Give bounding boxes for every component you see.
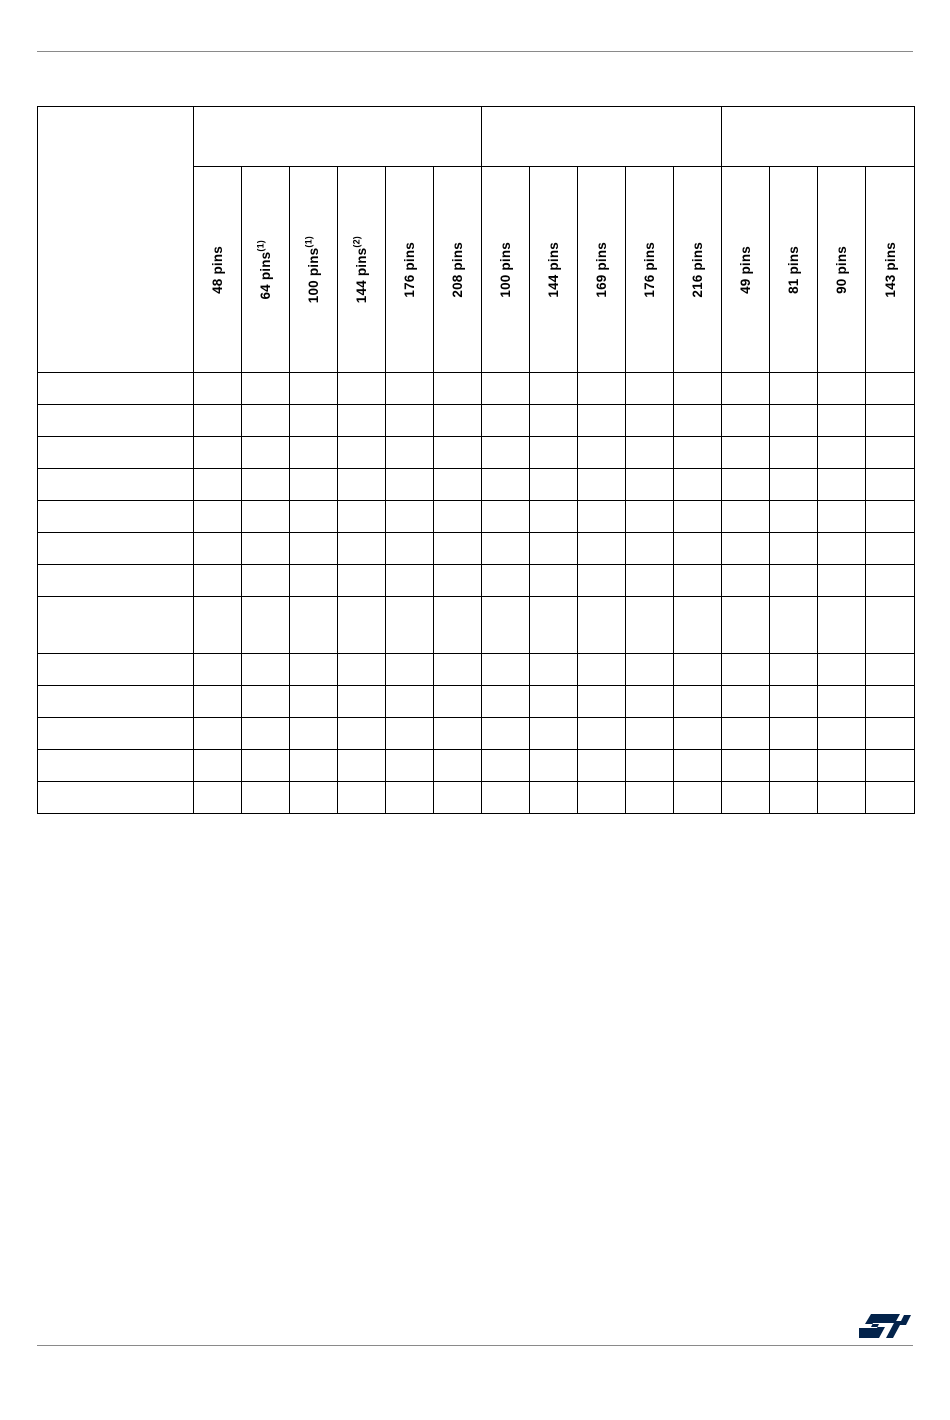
table-cell <box>722 718 770 750</box>
row-label-cell <box>38 533 194 565</box>
table-cell <box>338 750 386 782</box>
pin-count-header <box>242 167 290 373</box>
table-cell <box>482 686 530 718</box>
table-row <box>38 597 915 654</box>
pin-count-header <box>386 167 434 373</box>
table-row <box>38 565 915 597</box>
table-cell <box>290 782 338 814</box>
table-cell <box>242 750 290 782</box>
table-cell <box>866 501 915 533</box>
table-cell <box>674 405 722 437</box>
table-cell <box>338 405 386 437</box>
table-cell <box>290 437 338 469</box>
table-cell <box>722 405 770 437</box>
pin-count-header <box>722 167 770 373</box>
table-cell <box>626 718 674 750</box>
table-cell <box>434 597 482 654</box>
table-cell <box>242 501 290 533</box>
table-cell <box>722 533 770 565</box>
pin-count-label: 100 pins <box>306 247 321 304</box>
table-cell <box>866 654 915 686</box>
table-cell <box>434 373 482 405</box>
table-cell <box>290 750 338 782</box>
header-rule <box>37 51 913 52</box>
table-cell <box>290 533 338 565</box>
pin-count-label: 144 pins <box>354 247 369 304</box>
table-cell <box>290 597 338 654</box>
row-label-cell <box>38 597 194 654</box>
table-cell <box>770 782 818 814</box>
table-cell <box>194 782 242 814</box>
table-cell <box>578 654 626 686</box>
table-cell <box>482 501 530 533</box>
table-cell <box>578 533 626 565</box>
table-cell <box>770 501 818 533</box>
table-cell <box>578 718 626 750</box>
table-cell <box>530 469 578 501</box>
table-cell <box>482 750 530 782</box>
table-cell <box>338 654 386 686</box>
table-row <box>38 373 915 405</box>
pin-count-label: 100 pins <box>498 241 514 298</box>
table-cell <box>290 469 338 501</box>
table-cell <box>866 597 915 654</box>
footnote-ref: (1) <box>303 235 314 248</box>
table-cell <box>338 782 386 814</box>
pin-count-label: 81 pins <box>786 245 802 294</box>
table-cell <box>626 437 674 469</box>
table-cell <box>770 533 818 565</box>
pin-count-header <box>290 167 338 373</box>
table-cell <box>818 654 866 686</box>
table-cell <box>434 533 482 565</box>
table-cell <box>722 654 770 686</box>
pin-count-header <box>866 167 915 373</box>
table-cell <box>338 533 386 565</box>
pin-count-label: 176 pins <box>402 241 417 298</box>
table-cell <box>578 782 626 814</box>
table-cell <box>434 686 482 718</box>
table-cell <box>818 469 866 501</box>
table-cell <box>290 501 338 533</box>
table-cell <box>578 501 626 533</box>
package-group-header-1 <box>194 107 482 167</box>
table-cell <box>530 501 578 533</box>
table-cell <box>770 718 818 750</box>
table-cell <box>674 469 722 501</box>
table-cell <box>578 750 626 782</box>
table-cell <box>818 686 866 718</box>
row-label-cell <box>38 782 194 814</box>
table-cell <box>818 565 866 597</box>
table-cell <box>194 686 242 718</box>
table-cell <box>290 686 338 718</box>
pin-count-label: 144 pins <box>546 241 562 298</box>
pin-count-header <box>578 167 626 373</box>
table-cell <box>818 718 866 750</box>
table-cell <box>626 501 674 533</box>
table-cell <box>674 597 722 654</box>
table-cell <box>818 533 866 565</box>
table-cell <box>482 533 530 565</box>
table-cell <box>242 533 290 565</box>
table-cell <box>530 373 578 405</box>
table-cell <box>242 469 290 501</box>
table-cell <box>578 469 626 501</box>
table-cell <box>338 437 386 469</box>
table-cell <box>434 654 482 686</box>
table-cell <box>818 750 866 782</box>
pin-count-header <box>626 167 674 373</box>
table-cell <box>770 686 818 718</box>
table-cell <box>674 501 722 533</box>
table-cell <box>722 373 770 405</box>
table-cell <box>530 437 578 469</box>
table-cell <box>818 437 866 469</box>
table-cell <box>866 686 915 718</box>
table-cell <box>386 718 434 750</box>
table-cell <box>194 750 242 782</box>
footer-rule <box>37 1345 913 1346</box>
table-row <box>38 501 915 533</box>
table-cell <box>866 437 915 469</box>
table-cell <box>482 597 530 654</box>
table-cell <box>866 533 915 565</box>
table-cell <box>194 597 242 654</box>
table-cell <box>434 437 482 469</box>
package-pin-table <box>37 106 915 814</box>
footnote-ref: (2) <box>351 235 362 248</box>
table-cell <box>866 782 915 814</box>
table-cell <box>386 533 434 565</box>
table-cell <box>482 718 530 750</box>
table-cell <box>194 565 242 597</box>
table-cell <box>674 373 722 405</box>
table-cell <box>722 437 770 469</box>
table-cell <box>434 718 482 750</box>
table-cell <box>290 718 338 750</box>
table-cell <box>338 373 386 405</box>
table-cell <box>290 405 338 437</box>
row-label-cell <box>38 373 194 405</box>
pin-count-label: 216 pins <box>690 241 706 298</box>
table-cell <box>722 750 770 782</box>
table-cell <box>434 565 482 597</box>
table-cell <box>818 597 866 654</box>
table-cell <box>866 373 915 405</box>
pin-count-header <box>530 167 578 373</box>
table-cell <box>482 469 530 501</box>
table-cell <box>434 501 482 533</box>
table-cell <box>482 373 530 405</box>
table-cell <box>578 437 626 469</box>
table-cell <box>386 501 434 533</box>
pin-count-label: 90 pins <box>834 245 850 294</box>
table-cell <box>530 750 578 782</box>
table-cell <box>578 565 626 597</box>
table-cell <box>338 469 386 501</box>
table-cell <box>866 469 915 501</box>
table-cell <box>722 782 770 814</box>
table-cell <box>338 686 386 718</box>
table-cell <box>530 782 578 814</box>
pin-count-label: 143 pins <box>882 241 898 298</box>
corner-header-cell <box>38 107 194 373</box>
table-cell <box>194 469 242 501</box>
table-cell <box>530 533 578 565</box>
pin-count-header <box>338 167 386 373</box>
table-cell <box>818 501 866 533</box>
table-row <box>38 686 915 718</box>
row-label-cell <box>38 654 194 686</box>
table-row <box>38 405 915 437</box>
table-cell <box>770 654 818 686</box>
table-cell <box>626 533 674 565</box>
table-cell <box>770 373 818 405</box>
table-cell <box>338 718 386 750</box>
table-cell <box>674 533 722 565</box>
table-cell <box>194 718 242 750</box>
table-cell <box>386 373 434 405</box>
pin-count-label: 169 pins <box>594 241 610 298</box>
table-cell <box>578 405 626 437</box>
table-cell <box>242 654 290 686</box>
table-cell <box>386 565 434 597</box>
pin-count-header <box>482 167 530 373</box>
table-cell <box>530 654 578 686</box>
table-cell <box>194 533 242 565</box>
row-label-cell <box>38 718 194 750</box>
table-cell <box>674 437 722 469</box>
table-cell <box>386 686 434 718</box>
table-cell <box>722 501 770 533</box>
table-cell <box>434 750 482 782</box>
table-cell <box>194 437 242 469</box>
table-cell <box>434 469 482 501</box>
table-cell <box>242 718 290 750</box>
table-row <box>38 718 915 750</box>
table-row <box>38 750 915 782</box>
table-cell <box>626 654 674 686</box>
pin-count-header <box>770 167 818 373</box>
table-cell <box>482 782 530 814</box>
table-cell <box>626 782 674 814</box>
table-cell <box>578 686 626 718</box>
table-cell <box>386 782 434 814</box>
table-cell <box>818 373 866 405</box>
table-cell <box>194 501 242 533</box>
table-cell <box>530 718 578 750</box>
table-cell <box>770 405 818 437</box>
pin-count-label: 48 pins <box>210 245 225 294</box>
table-cell <box>386 405 434 437</box>
pin-count-header <box>674 167 722 373</box>
table-row <box>38 654 915 686</box>
pin-count-header <box>194 167 242 373</box>
table-cell <box>386 750 434 782</box>
table-cell <box>290 654 338 686</box>
table-cell <box>674 782 722 814</box>
st-logo <box>855 1312 911 1340</box>
pin-count-header <box>434 167 482 373</box>
table-cell <box>626 373 674 405</box>
table-cell <box>770 597 818 654</box>
table-cell <box>674 686 722 718</box>
table-cell <box>194 654 242 686</box>
table-cell <box>242 597 290 654</box>
pin-count-label: 64 pins <box>258 251 273 300</box>
table-cell <box>866 565 915 597</box>
table-cell <box>530 686 578 718</box>
table-cell <box>626 750 674 782</box>
table-cell <box>626 597 674 654</box>
table-cell <box>674 718 722 750</box>
table-cell <box>386 437 434 469</box>
table-cell <box>482 405 530 437</box>
table-cell <box>530 405 578 437</box>
table-cell <box>434 405 482 437</box>
table-cell <box>290 373 338 405</box>
table-cell <box>482 437 530 469</box>
table-cell <box>338 597 386 654</box>
table-cell <box>242 686 290 718</box>
table-cell <box>242 565 290 597</box>
table-cell <box>626 686 674 718</box>
table-row <box>38 469 915 501</box>
table-cell <box>194 405 242 437</box>
table-cell <box>626 565 674 597</box>
row-label-cell <box>38 469 194 501</box>
row-label-cell <box>38 437 194 469</box>
table-cell <box>578 597 626 654</box>
table-cell <box>722 686 770 718</box>
row-label-cell <box>38 750 194 782</box>
table-cell <box>770 469 818 501</box>
table-cell <box>818 405 866 437</box>
row-label-cell <box>38 686 194 718</box>
package-group-header-3 <box>722 107 915 167</box>
table-cell <box>290 565 338 597</box>
table-cell <box>818 782 866 814</box>
table-row <box>38 437 915 469</box>
table-cell <box>338 501 386 533</box>
table-cell <box>866 718 915 750</box>
table-cell <box>722 469 770 501</box>
table-row <box>38 533 915 565</box>
package-group-header-2 <box>482 107 722 167</box>
table-body <box>38 373 915 814</box>
table-cell <box>434 782 482 814</box>
row-label-cell <box>38 565 194 597</box>
table-cell <box>386 597 434 654</box>
pin-count-header <box>818 167 866 373</box>
table-cell <box>770 565 818 597</box>
pin-count-label: 49 pins <box>738 245 754 294</box>
table-cell <box>866 750 915 782</box>
table-cell <box>674 565 722 597</box>
table-cell <box>722 597 770 654</box>
table-cell <box>242 437 290 469</box>
table-cell <box>626 405 674 437</box>
table-cell <box>242 373 290 405</box>
table-cell <box>242 782 290 814</box>
pin-count-label: 176 pins <box>642 241 658 298</box>
table-cell <box>338 565 386 597</box>
table-cell <box>770 750 818 782</box>
row-label-cell <box>38 405 194 437</box>
table-cell <box>866 405 915 437</box>
pin-count-label: 208 pins <box>450 241 466 298</box>
table-cell <box>482 565 530 597</box>
table-cell <box>530 597 578 654</box>
table-cell <box>386 654 434 686</box>
footnote-ref: (1) <box>255 239 266 252</box>
table-cell <box>386 469 434 501</box>
table-cell <box>626 469 674 501</box>
table-row <box>38 782 915 814</box>
table-cell <box>722 565 770 597</box>
row-label-cell <box>38 501 194 533</box>
table-cell <box>674 654 722 686</box>
table-cell <box>674 750 722 782</box>
table-cell <box>530 565 578 597</box>
table-cell <box>242 405 290 437</box>
table-cell <box>770 437 818 469</box>
table-cell <box>578 373 626 405</box>
table-cell <box>194 373 242 405</box>
table-cell <box>482 654 530 686</box>
